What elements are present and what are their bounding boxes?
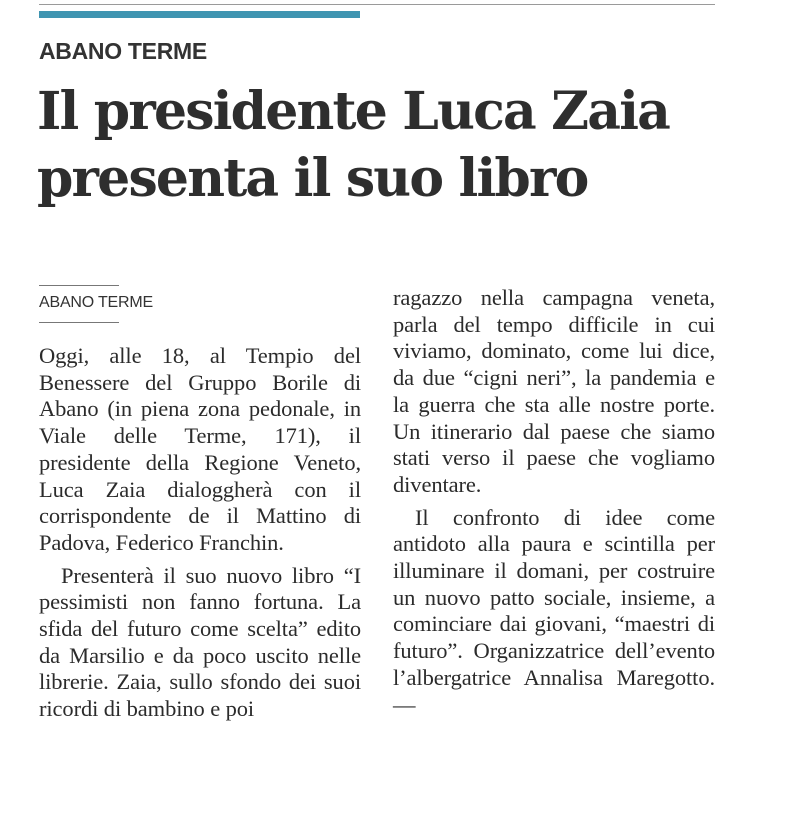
article-paragraph: Il confronto di idee come antidoto alla paura e scintilla per illuminare il domani, per costruire un nuovo patto sociale, insieme, a cominciare dai giovani, “maestri di futuro”. Organizzatrice dell’evento l’albergatrice Annalisa Maregotto. —: [393, 504, 715, 717]
headline: Il presidente Luca Zaia presenta il suo libro: [37, 81, 670, 209]
section-kicker: ABANO TERME: [39, 38, 207, 64]
article-paragraph: Presenterà il suo nuovo libro “I pessimisti non fanno fortuna. La sfida del futuro come scelta” edito da Marsilio e da poco uscito nelle librerie. Zaia, sullo sfondo dei suoi ricordi di bambino e poi: [39, 562, 361, 722]
article-column-right: [393, 285, 715, 718]
article-paragraph: ragazzo nella campagna veneta, parla del tempo difficile in cui viviamo, dominato, come lui dice, da due “cigni neri”, la pandemia e la guerra che sta alle nostre porte. Un itinerario dal paese che siamo stati verso il paese che vogliamo diventare.: [393, 285, 715, 497]
dateline-rule-bottom: [39, 322, 119, 323]
article-column-left: [39, 343, 361, 723]
top-rule: [39, 4, 715, 5]
dateline: ABANO TERME: [39, 294, 153, 311]
dateline-rule-top: [39, 285, 119, 286]
section-accent-bar: [39, 11, 360, 18]
article-paragraph: Oggi, alle 18, al Tempio del Benessere del Gruppo Borile di Abano (in piena zona pedonale, in Viale delle Terme, 171), il presidente della Regione Veneto, Luca Zaia dialoggherà con il corrispondente de il Mattino di Padova, Federico Franchin.: [39, 343, 361, 555]
